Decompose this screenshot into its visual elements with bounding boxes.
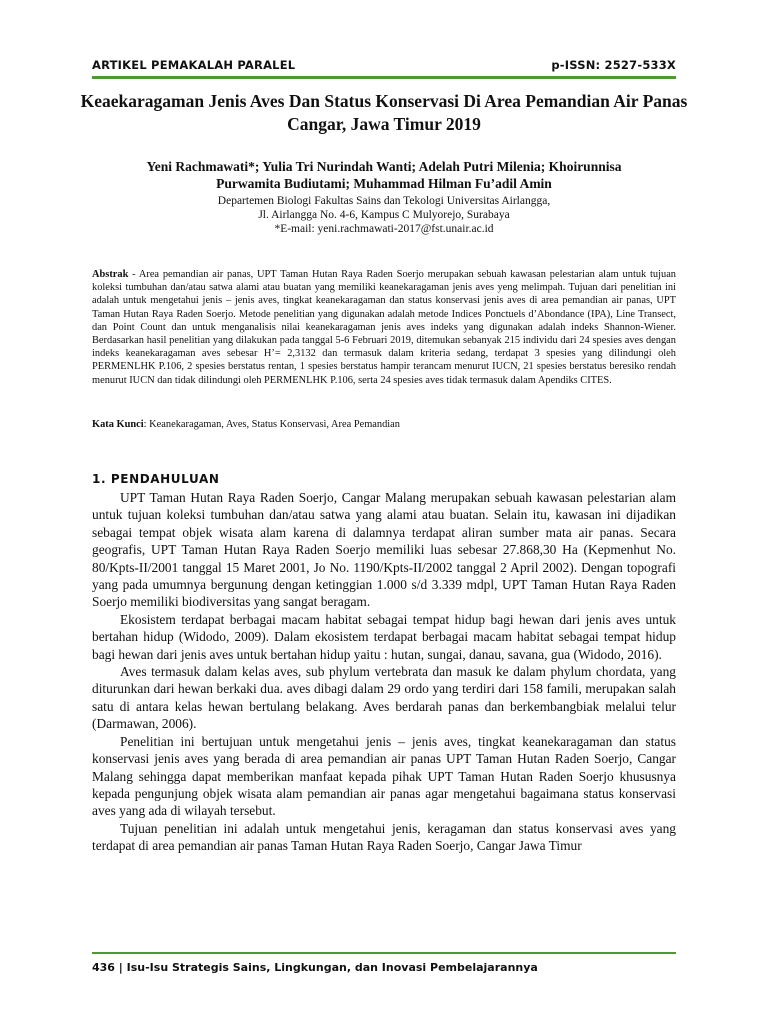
running-header <box>92 58 676 72</box>
paragraph: Ekosistem terdapat berbagai macam habitat sebagai tempat hidup bagi hewan dari jenis aves untuk bertahan hidup (Widodo, 2009). Dalam ekosistem terdapat berbagai macam habitat sebagai tempat hidup bagi hewan dari jenis aves untuk bertahan hidup yaitu : hutan, sungai, danau, savana, gua (Widodo, 2016). <box>92 611 676 662</box>
paper-title: Keaekaragaman Jenis Aves Dan Status Konservasi Di Area Pemandian Air Panas Cangar, Jawa Timur 2019 <box>80 91 688 134</box>
section-body <box>92 489 676 855</box>
paragraph: Tujuan penelitian ini adalah untuk mengetahui jenis, keragaman dan status konservasi aves yang terdapat di area pemandian air panas Taman Hutan Raya Raden Soerjo, Cangar Jawa Timur <box>92 820 676 854</box>
paragraph: Aves termasuk dalam kelas aves, sub phylum vertebrata dan masuk ke dalam phylum chordata, yang diturunkan dari hewan berkaki dua. aves dibagi dalam 29 ordo yang terdiri dari 158 famili, merupakan salah satu di antara kelas hewan bertulang belakang. Aves berdarah panas dan berkembangbiak melalui telur (Darmawan, 2006). <box>92 664 676 732</box>
affiliation-email: *E-mail: yeni.rachmawati-2017@fst.unair.ac.id <box>274 223 494 235</box>
abstract-text: - Area pemandian air panas, UPT Taman Hutan Raya Raden Soerjo merupakan sebuah kawasan pelestarian alam untuk tujuan koleksi tumbuhan dan/atau satwa alami atau buatan yang memiliki keanekaragaman jenis aves yeng melimpah. Tujuan dari penelitian ini adalah untuk mengetahui jenis – jenis aves, tingkat keanekaragaman dan status konservasi jenis aves di area pemandian air panas, UPT Taman Hutan Raya Raden Soerjo. Metode penelitian yang digunakan adalah metode Indices Ponctuels d’Abondance (IPA), Line Transect, dan Point Count dan untuk menganalisis nilai keanekaragaman jenis aves indeks yang digunakan adalah indeks Shannon-Wiener. Berdasarkan hasil penelitian yang dilakukan pada tanggal 5-6 Februari 2019, ditemukan sebanyak 215 individu dari 24 spesies aves dengan indeks keanekaragaman aves sebesar H’= 2,3132 dan termasuk dalam kriteria sedang, terdapat 3 spesies yang dilindungi oleh PERMENLHK P.106, 2 spesies berstatus rentan, 1 spesies berstatus hampir terancam menurut IUCN, 21 spesies berstatus beresiko rendah menurut IUCN dan tidak dilindungi oleh PERMENLHK P.106, serta 24 spesies aves tidak termasuk dalam Apendiks CITES. <box>92 269 676 386</box>
paragraph: UPT Taman Hutan Raya Raden Soerjo, Cangar Malang merupakan sebuah kawasan pelestarian alam untuk tujuan koleksi tumbuhan dan/atau satwa yang alami atau buatan. Selain itu, kawasan ini dijadikan sebagai tempat objek wisata alam karena di dalamnya terdapat aliran sumber mata air panas. Secara geografis, UPT Taman Hutan Raya Raden Soerjo memiliki luas sebesar 27.868,30 Ha (Kepmenhut No. 80/Kpts-II/2001 tanggal 15 Maret 2001, Jo No. 1190/Kpts-II/2002 tanggal 2 April 2002). Dengan topografi yang pada umumnya bergunung dengan ketinggian 1.000 s/d 3.339 mdpl, UPT Taman Hutan Raya Raden Soerjo memiliki biodiversitas yang sangat beragam. <box>92 490 676 610</box>
paragraph: Penelitian ini bertujuan untuk mengetahui jenis – jenis aves, tingkat keanekaragaman dan status konservasi jenis aves yang berada di area pemandian air panas UPT Taman Hutan Raden Soerjo, Cangar Malang sehingga dapat memberikan manfaat kepada pihak UPT Taman Hutan Raden Soerjo khususnya kepada pengunjung objek wisata alam pemandian air panas agar mengetahui bagaimana status konservasi aves yang ada di wilayah tersebut. <box>92 733 676 819</box>
abstract <box>92 268 676 387</box>
footer-divider <box>92 952 676 954</box>
abstract-label: Abstrak <box>92 269 129 280</box>
header-divider <box>92 76 676 79</box>
affiliation-line-1: Departemen Biologi Fakultas Sains dan Tekologi Universitas Airlangga, <box>217 195 551 207</box>
keywords <box>92 418 676 431</box>
header-left-label: ARTIKEL PEMAKALAH PARALEL <box>92 58 296 72</box>
page-footer: 436 | Isu-Isu Strategis Sains, Lingkungan, dan Inovasi Pembelajarannya <box>92 961 538 974</box>
issn-label: p-ISSN: 2527-533X <box>551 58 676 72</box>
author-line-2: Purwamita Budiutami; Muhammad Hilman Fu’adil Amin <box>216 176 552 191</box>
keywords-label: Kata Kunci <box>92 419 144 430</box>
affiliation <box>90 194 678 236</box>
keywords-text: : Keanekaragaman, Aves, Status Konservasi, Area Pemandian <box>143 419 400 430</box>
author-list <box>90 158 678 192</box>
section-heading: 1. PENDAHULUAN <box>92 472 220 486</box>
affiliation-line-2: Jl. Airlangga No. 4-6, Kampus C Mulyorejo, Surabaya <box>258 209 510 221</box>
author-line-1: Yeni Rachmawati*; Yulia Tri Nurindah Wanti; Adelah Putri Milenia; Khoirunnisa <box>146 159 622 174</box>
